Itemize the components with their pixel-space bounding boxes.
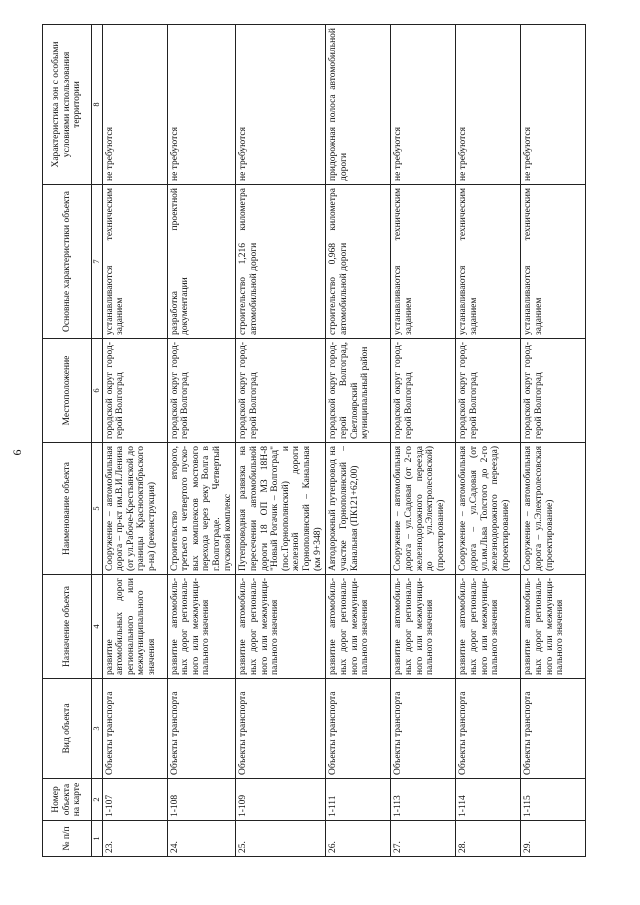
object-purpose: развитие автомобильных дорог регионального или межмуниципального значения (236, 575, 326, 679)
zone-characteristics: придорожная полоса автомобильной дороги (326, 25, 391, 185)
zone-characteristics: не требуются (391, 25, 456, 185)
object-location: городской округ город-герой Волгоград (236, 339, 326, 443)
row-number: 26. (326, 821, 391, 857)
objects-table (42, 24, 586, 857)
zone-characteristics: не требуются (456, 25, 521, 185)
object-type: Объекты транспорта (521, 679, 586, 779)
header-cell: № п/п (43, 821, 92, 857)
column-number: 5 (92, 443, 103, 575)
object-name: Автодорожный путепровод на участке Горнополянский – Канальная (ПК121+62,00) (326, 443, 391, 575)
header-cell: Назначение объекта (43, 575, 92, 679)
zone-characteristics: не требуются (102, 25, 167, 185)
table-row (326, 25, 391, 857)
object-name: Путепроводная развязка на пересечении автомобильной дороги 18 ОП МЗ 18Н-8 "Новый Рогачик – Волгоград" (пос.Горнополянский) и железной дороги Горнополянский – Канальная (км 9+348) (236, 443, 326, 575)
map-object-id: 1-111 (326, 779, 391, 821)
map-object-id: 1-107 (102, 779, 167, 821)
column-number: 7 (92, 185, 103, 339)
table-row (102, 25, 167, 857)
object-purpose: развитие автомобильных дорог регионального или межмуниципального значения (326, 575, 391, 679)
object-type: Объекты транспорта (236, 679, 326, 779)
object-name: Сооружение – автомобильная дорога – ул.Садовая (от 2-го железнодорожного переезда до ул.Электролесовской) (проектирование) (391, 443, 456, 575)
object-location: городской округ город-герой Волгоград (167, 339, 236, 443)
column-number: 3 (92, 679, 103, 779)
table-row (391, 25, 456, 857)
object-type: Объекты транспорта (456, 679, 521, 779)
row-number: 29. (521, 821, 586, 857)
row-number: 27. (391, 821, 456, 857)
column-number: 6 (92, 339, 103, 443)
object-name: Строительство второго, третьего и четвертого пусковых комплексов мостового перехода через реку Волга в г.Волгограде. Четвертый пусковой комплекс (167, 443, 236, 575)
object-name: Сооружение – автомобильная дорога – ул.Электролесовская (проектирование) (521, 443, 586, 575)
column-number-row (92, 25, 103, 857)
table-row (456, 25, 521, 857)
header-cell: Номер объекта на карте (43, 779, 92, 821)
object-location: городской округ город-герой Волгоград (391, 339, 456, 443)
object-location: городской округ город-герой Волгоград (456, 339, 521, 443)
row-number: 23. (102, 821, 167, 857)
object-purpose: развитие автомобильных дорог регионального или межмуниципального значения (456, 575, 521, 679)
page-number: 6 (10, 449, 24, 456)
column-number: 8 (92, 25, 103, 185)
object-purpose: развитие автомобильных дорог регионального или межмуниципального значения (167, 575, 236, 679)
object-characteristics: устанавливаются техническим заданием (391, 185, 456, 339)
object-name: Сооружение – автомобильная дорога – ул.Садовая (от ул.им.Льва Толстого до 2-го железнодорожного переезда) (проектирование) (456, 443, 521, 575)
object-type: Объекты транспорта (167, 679, 236, 779)
column-number: 4 (92, 575, 103, 679)
map-object-id: 1-108 (167, 779, 236, 821)
zone-characteristics: не требуются (521, 25, 586, 185)
object-purpose: развитие автомобильных дорог регионального или межмуниципального значения (102, 575, 167, 679)
header-cell: Вид объекта (43, 679, 92, 779)
zone-characteristics: не требуются (167, 25, 236, 185)
header-row (43, 25, 92, 857)
table-row (167, 25, 236, 857)
column-number: 2 (92, 779, 103, 821)
header-cell: Наименование объекта (43, 443, 92, 575)
object-characteristics: разработка проектной документации (167, 185, 236, 339)
zone-characteristics: не требуются (236, 25, 326, 185)
object-type: Объекты транспорта (326, 679, 391, 779)
map-object-id: 1-113 (391, 779, 456, 821)
table-row (236, 25, 326, 857)
row-number: 25. (236, 821, 326, 857)
table-row (521, 25, 586, 857)
header-cell: Характеристика зон с особыми условиями использования территории (43, 25, 92, 185)
map-object-id: 1-109 (236, 779, 326, 821)
object-location: городской округ город-герой Волгоград, Светлоярский муниципальный район (326, 339, 391, 443)
object-name: Сооружение – автомобильная дорога – пр-кт им.В.И.Ленина (от ул.Рабоче-Крестьянской до границы Краснооктябрьского р-на) (реконструкция) (102, 443, 167, 575)
object-purpose: развитие автомобильных дорог регионального или межмуниципального значения (391, 575, 456, 679)
map-object-id: 1-114 (456, 779, 521, 821)
header-cell: Местоположение (43, 339, 92, 443)
header-cell: Основные характеристики объекта (43, 185, 92, 339)
object-characteristics: устанавливаются техническим заданием (456, 185, 521, 339)
object-characteristics: устанавливаются техническим заданием (521, 185, 586, 339)
object-location: городской округ город-герой Волгоград (102, 339, 167, 443)
row-number: 28. (456, 821, 521, 857)
row-number: 24. (167, 821, 236, 857)
map-object-id: 1-115 (521, 779, 586, 821)
object-characteristics: строительство 0,968 километра автомобильной дороги (326, 185, 391, 339)
column-number: 1 (92, 821, 103, 857)
object-characteristics: строительство 1,216 километра автомобильной дороги (236, 185, 326, 339)
object-type: Объекты транспорта (391, 679, 456, 779)
object-characteristics: устанавливаются техническим заданием (102, 185, 167, 339)
object-purpose: развитие автомобильных дорог регионального или межмуниципального значения (521, 575, 586, 679)
object-type: Объекты транспорта (102, 679, 167, 779)
object-location: городской округ город-герой Волгоград (521, 339, 586, 443)
